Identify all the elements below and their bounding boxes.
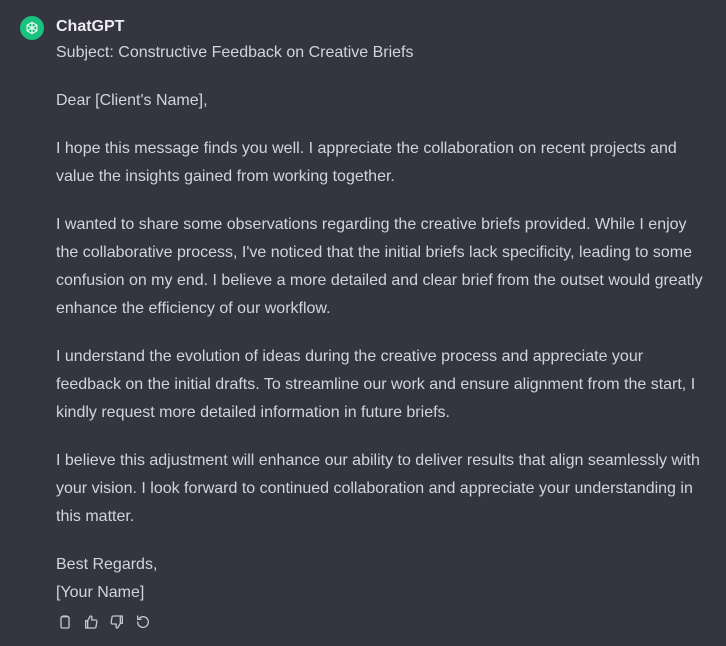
chatgpt-avatar xyxy=(20,16,44,40)
email-subject: Subject: Constructive Feedback on Creative Briefs xyxy=(56,44,414,61)
email-paragraph: I wanted to share some observations regarding the creative briefs provided. While I enjoy the collaborative process, I've noticed that the initial briefs lack specificity, leading to some confusion on my end. I believe a more detailed and clear brief from the outset would greatly enhance the efficiency of our workflow. xyxy=(56,216,703,317)
message-author: ChatGPT xyxy=(56,18,125,35)
regenerate-button[interactable] xyxy=(134,612,152,632)
email-paragraph: I hope this message finds you well. I appreciate the collaboration on recent projects and value the insights gained from working together. xyxy=(56,140,677,185)
email-closing: Best Regards, xyxy=(56,556,158,573)
email-paragraph: I understand the evolution of ideas during the creative process and appreciate your feedback on the initial drafts. To streamline our work and ensure alignment from the start, I kindly request more detailed information in future briefs. xyxy=(56,348,696,421)
clipboard-icon xyxy=(57,614,73,630)
email-signature: [Your Name] xyxy=(56,584,145,601)
email-greeting: Dear [Client's Name], xyxy=(56,92,208,109)
copy-button[interactable] xyxy=(56,612,74,632)
thumbs-down-button[interactable] xyxy=(108,612,126,632)
regenerate-icon xyxy=(135,614,151,630)
thumbs-up-icon xyxy=(83,614,99,630)
message-body xyxy=(56,39,706,607)
thumbs-up-button[interactable] xyxy=(82,612,100,632)
email-paragraph: I believe this adjustment will enhance our ability to deliver results that align seamlessly with your vision. I look forward to continued collaboration and appreciate your understanding in this matter. xyxy=(56,452,700,525)
thumbs-down-icon xyxy=(109,614,125,630)
openai-logo-icon xyxy=(24,20,40,36)
message-actions xyxy=(56,612,152,632)
